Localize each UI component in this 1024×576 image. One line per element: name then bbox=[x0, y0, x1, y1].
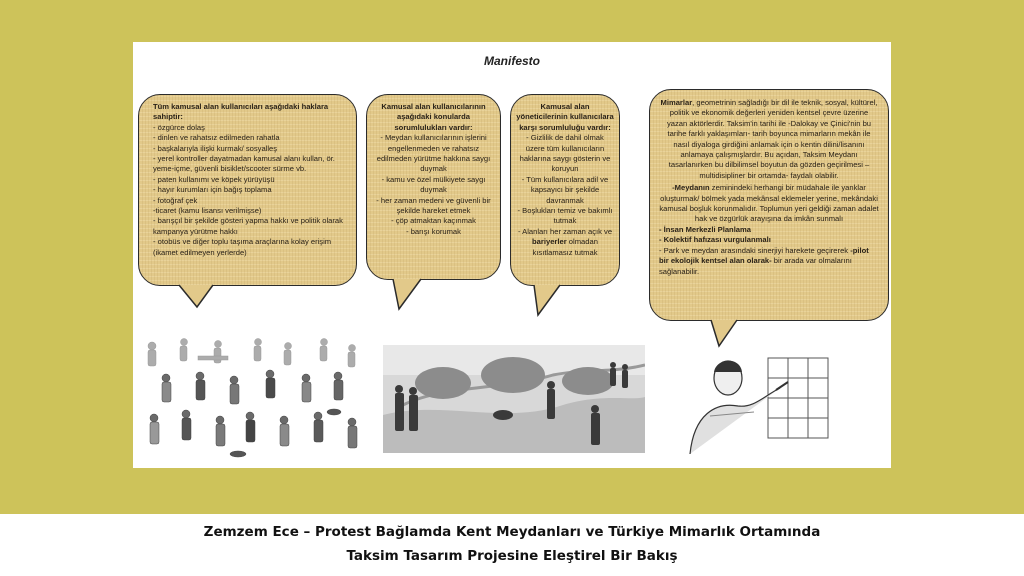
architects-bubble bbox=[649, 89, 889, 321]
square-paragraph: -Meydanın zeminindeki herhangi bir müdahale ile yanklar oluşturmak/ bölmek yada mekânsal eklemeler yerine, mekândaki kamusal boşluk korunmalıdır. Toplumun yeri geldiği zaman adalet hak ve özgürlük arayışına da imkân sunmalı bbox=[659, 183, 879, 224]
responsibilities-bubble-tail bbox=[389, 277, 425, 311]
architect-sketch bbox=[676, 350, 836, 454]
footer-title-line1: Zemzem Ece – Protest Bağlamda Kent Meydanları ve Türkiye Mimarlık Ortamında bbox=[203, 524, 821, 540]
rights-item: - otobüs ve diğer toplu taşıma araçlarına kolay erişim (ikamet edilmeyen yerlerde) bbox=[153, 237, 332, 257]
park-paragraph: - Park ve meydan arasındaki sinerjiyi harekete geçirerek -pilot bir ekolojik kentsel alan olarak- bir arada var olmalarını sağlanabilir. bbox=[659, 245, 869, 276]
responsibilities-heading: Kamusal alan kullanıcılarının aşağıdaki konularda sorumlulukları vardır: bbox=[381, 102, 486, 132]
rights-item: - hayır kurumları için bağış toplama bbox=[153, 185, 272, 195]
managers-heading: Kamusal alan yöneticilerinin kullanıcılara karşı sorumluluğu vardır: bbox=[516, 102, 614, 132]
rights-item: - paten kullanımı ve köpek yürüyüşü bbox=[153, 174, 275, 184]
manifesto-title: Manifesto bbox=[483, 54, 540, 68]
managers-item: - Gizlilik de dahil olmak üzere tüm kullanıcıların haklarına saygı gösterin ve koruyun bbox=[519, 133, 611, 174]
managers-bubble bbox=[510, 94, 620, 286]
responsibilities-item: - çöp atmaktan kaçınmak bbox=[391, 216, 476, 226]
responsibilities-item: - kamu ve özel mülkiyete saygı duymak bbox=[381, 174, 486, 195]
crowd-sketch bbox=[138, 332, 370, 462]
responsibilities-item: - her zaman medeni ve güvenli bir şekilde hareket etmek bbox=[376, 195, 491, 216]
rights-item: - özgürce dolaş bbox=[153, 122, 205, 132]
responsibilities-bubble bbox=[366, 94, 501, 280]
managers-item: - Alanları her zaman açık ve bariyerler olmadan kısıtlamasız tutmak bbox=[517, 226, 613, 257]
rights-heading: Tüm kamusal alan kullanıcıları aşağıdaki haklara sahiptir: bbox=[153, 102, 329, 122]
rights-bubble-tail bbox=[177, 283, 217, 309]
responsibilities-item: - Meydan kullanıcılarının işlerini engellenmeden ve rahatsız edilmeden yürütme hakkına saygı duymak bbox=[376, 133, 491, 174]
responsibilities-item: - barışı korumak bbox=[406, 226, 461, 236]
architects-paragraph: Mimarlar, geometrinin sağladığı bir dil ile teknik, sosyal, kültürel, politik ve ekonomik değerleri yeniden kentsel çevre üzerine yazan aktörlerdir. Taksim'in tarihi ile -Dalokay ve Çinici'nin bu tarihe farklı yaklaşımları- tarih boyunca mimarların mekân ile nasıl diyaloga girdiğini anlamak için o kentin dilini/lisanını anlamaya çalışmışlardır. Bu açıdan, Taksim Meydanı tasarlanırken bu dilbilimsel boyutun da gözden geçirilmesi –multidisipliner bir ortamda- faydalı olabilir. bbox=[660, 98, 878, 180]
architects-bubble-tail bbox=[707, 318, 741, 348]
managers-item: - Boşlukları temiz ve bakımlı tutmak bbox=[517, 206, 613, 226]
planning-item: - İnsan Merkezli Planlama bbox=[659, 224, 752, 234]
park-sketch bbox=[383, 345, 645, 453]
footer bbox=[0, 514, 1024, 576]
rights-item: - yerel kontroller dayatmadan kamusal alanı kullan, ör. yeme-içme, güvenli bisiklet/scooter sürme vb. bbox=[153, 154, 335, 174]
slide-sheet bbox=[133, 42, 891, 468]
rights-item: - başkalarıyla ilişki kurmak/ sosyalleş bbox=[153, 143, 278, 153]
memory-item: - Kolektif hafızası vurgulanmalı bbox=[659, 235, 771, 245]
rights-item: - dinlen ve rahatsız edilmeden rahatla bbox=[153, 133, 280, 143]
rights-item: - fotoğraf çek bbox=[153, 195, 198, 205]
managers-item: - Tüm kullanıcılara adil ve kapsayıcı bir şekilde davranmak bbox=[521, 174, 609, 205]
footer-title-line2: Taksim Tasarım Projesine Eleştirel Bir Bakış bbox=[346, 548, 678, 564]
rights-bubble bbox=[138, 94, 357, 286]
rights-item: -ticaret (kamu lisansı verilmişse) bbox=[153, 206, 262, 216]
rights-item: - barışçıl bir şekilde gösteri yapma hakkı ve politik olarak kampanya yürütme hakkı bbox=[153, 216, 343, 236]
managers-bubble-tail bbox=[530, 283, 564, 317]
